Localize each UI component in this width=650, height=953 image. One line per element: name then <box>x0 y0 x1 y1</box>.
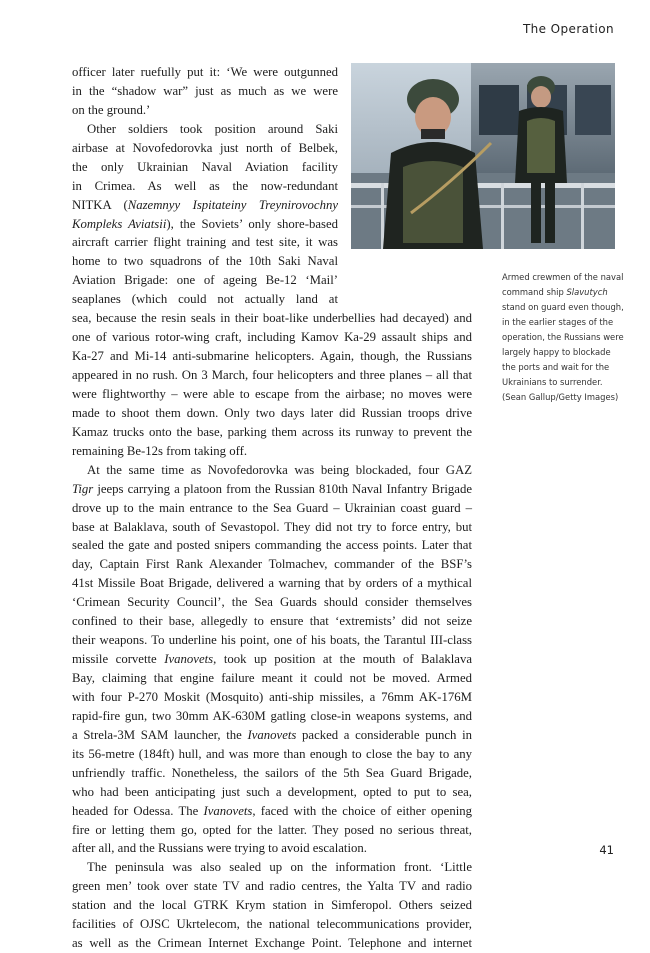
text-line: after all, and the Russians were trying to avoid escalation. <box>72 841 367 856</box>
text-line: Aviation Brigade: one of ageing Be-12 ‘Mail’ <box>72 273 338 288</box>
text-line: unfriendly traffic. Nonetheless, the sailors of the 5th Sea Guard Brigade, <box>72 765 472 780</box>
page-number: 41 <box>599 843 614 857</box>
text-line: with four P-270 Moskit (Mosquito) anti-ship missiles, a 76mm AK-176M <box>72 689 472 704</box>
text-line: station and the local GTRK Krym station in Simferopol. Others seized <box>72 898 472 913</box>
text-line: were flightworthy – were able to escape from the airbase; no moves were <box>72 386 472 401</box>
text-line: made to shoot them down. Only two days later did Russian troops drive <box>72 405 472 420</box>
paragraph <box>72 63 472 120</box>
photo-caption <box>502 270 624 405</box>
text-line: day, Captain First Rank Alexander Tolmachev, commander of the BSF’s <box>72 557 472 572</box>
text-line: sea, because the resin seals in their boat-like underbellies had decayed) and <box>72 311 472 326</box>
text-line: a Strela-3M SAM launcher, the Ivanovets packed a considerable punch in <box>72 727 472 742</box>
text-line: the only Ukrainian Naval Aviation facility <box>72 159 338 174</box>
caption-line: operation, the Russians were <box>502 332 624 342</box>
text-line: in the “shadow war” just as much as we were <box>72 83 338 98</box>
text-line: airbase at Novofedorovka just north of Belbek, <box>72 140 338 155</box>
caption-line: (Sean Gallup/Getty Images) <box>502 392 619 402</box>
text-line: drove up to the main entrance to the Sea Guard – Ukrainian coast guard – <box>72 500 472 515</box>
body-text <box>72 63 472 953</box>
text-line: ‘Crimean Security Council’, the Sea Guards should consider themselves <box>72 595 472 610</box>
text-line: fire or letting them go, opted for the latter. They posed no serious threat, <box>72 822 472 837</box>
text-line: At the same time as Novofedorovka was being blockaded, four GAZ <box>87 462 472 477</box>
text-line: their weapons. To underline his point, one of his boats, the Tarantul III-class <box>72 633 472 648</box>
text-line: The peninsula was also sealed up on the information front. ‘Little <box>87 860 472 875</box>
text-line: Other soldiers took position around Saki <box>87 121 338 136</box>
text-line: rapid-fire gun, two 30mm AK-630M gatling close-in weapons systems, and <box>72 708 472 723</box>
text-line: Tigr jeeps carrying a platoon from the Russian 810th Naval Infantry Brigade <box>72 481 472 496</box>
paragraph <box>72 858 472 953</box>
caption-line: Armed crewmen of the naval <box>502 272 624 282</box>
text-line: its 56-metre (184ft) hull, and was more than enough to close the bay to any <box>72 746 472 761</box>
text-line: seaplanes (which could not actually land at <box>72 292 338 307</box>
caption-line: in the earlier stages of the <box>502 317 614 327</box>
text-line: green men’ took over state TV and radio centres, the Yalta TV and radio <box>72 879 472 894</box>
text-line: one of various rotor-wing craft, including Kamov Ka-29 assault ships and <box>72 330 472 345</box>
text-line: remaining Be-12s from taking off. <box>72 443 248 458</box>
text-line: sealed the gate and posted snipers commanding the access points. Later that <box>72 538 472 553</box>
text-line: Kamaz trucks onto the base, parking them across its runway to prevent the <box>72 424 472 439</box>
text-line: headed for Odessa. The Ivanovets, faced with the choice of either opening <box>72 803 472 818</box>
text-line: confined to their base, allegedly to ensure that ‘extremists’ did not seize <box>72 614 472 629</box>
text-line: facilities of OJSC Ukrtelecom, the national telecommunications provider, <box>72 917 472 932</box>
caption-line: command ship Slavutych <box>502 287 608 297</box>
text-line: on the ground.’ <box>72 102 151 117</box>
caption-line: Ukrainians to surrender. <box>502 377 603 387</box>
running-head: The Operation <box>522 22 614 36</box>
text-line: missile corvette Ivanovets, took up position at the mouth of Balaklava <box>72 652 472 667</box>
text-line: 41st Missile Boat Brigade, delivered a warning that by orders of a mythical <box>72 576 472 591</box>
text-line: Kompleks Aviatsii), the Soviets’ only shore-based <box>72 216 338 231</box>
caption-line: the ports and wait for the <box>502 362 610 372</box>
text-line: appeared in no rush. On 3 March, four helicopters and three planes – all that <box>72 368 472 382</box>
text-line: Bay, claiming that engine failure meant it could not be moved. Armed <box>72 671 472 685</box>
text-line: who had been anticipating just such a development, opted to put to sea, <box>72 784 472 799</box>
text-line: base at Balaklava, south of Sevastopol. They did not try to force entry, but <box>72 519 472 534</box>
text-line: officer later ruefully put it: ‘We were outgunned <box>72 65 338 79</box>
text-line: Ka-27 and Mi-14 anti-submarine helicopters. Again, though, the Russians <box>72 349 472 364</box>
text-line: as well as the Crimean Internet Exchange Point. Telephone and internet <box>72 936 472 951</box>
text-line: home to two squadrons of the 10th Saki Naval <box>72 254 338 269</box>
text-line: NITKA (Nazemnyy Ispitateiny Treynirovochny <box>72 197 338 212</box>
paragraph <box>72 461 472 859</box>
caption-line: largely happy to blockade <box>502 347 611 357</box>
caption-line: stand on guard even though, <box>502 302 624 312</box>
paragraph <box>72 120 472 461</box>
text-line: in Crimea. As well as the now-redundant <box>72 178 338 193</box>
text-line: aircraft carrier flight training and test site, it was <box>72 235 338 250</box>
